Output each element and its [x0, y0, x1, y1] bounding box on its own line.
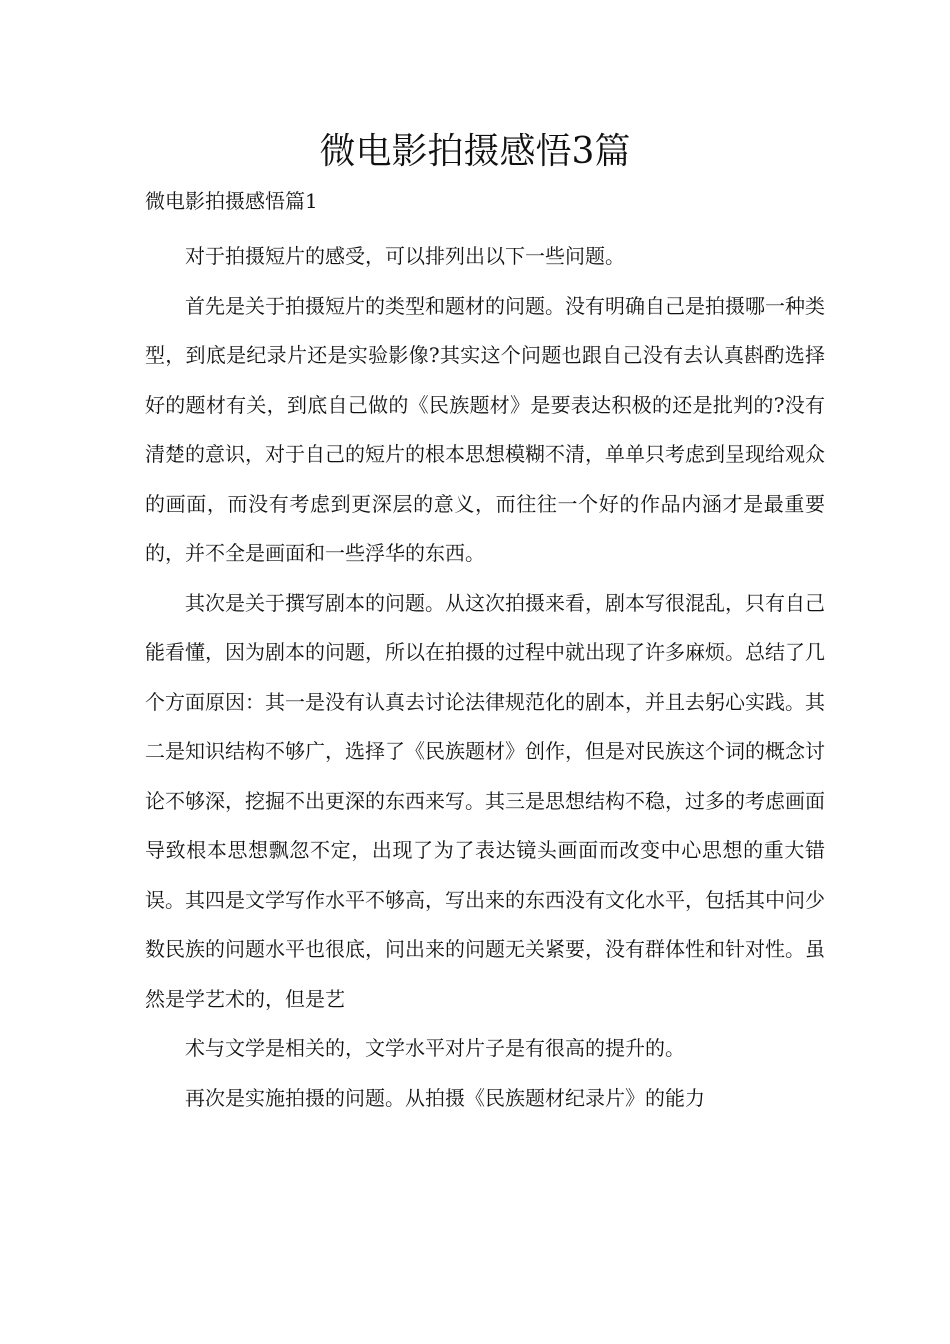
paragraph: 再次是实施拍摄的问题。从拍摄《民族题材纪录片》的能力 [185, 1085, 705, 1110]
section-heading: 微电影拍摄感悟篇1 [145, 189, 318, 213]
paragraph: 术与文学是相关的，文学水平对片子是有很高的提升的。 [185, 1036, 685, 1060]
paragraph: 对于拍摄短片的感受，可以排列出以下一些问题。 [185, 244, 625, 268]
document-title: 微电影拍摄感悟3篇 [319, 131, 631, 172]
document-body [145, 232, 825, 1123]
paragraph: 其次是关于撰写剧本的问题。从这次拍摄来看，剧本写很混乱，只有自己能看懂，因为剧本的问题，所以在拍摄的过程中就出现了许多麻烦。总结了几个方面原因：其一是没有认真去讨论法律规范化的剧本，并且去躬心实践。其二是知识结构不够广，选择了《民族题材》创作，但是对民族这个词的概念讨论不够深，挖掘不出更深的东西来写。其三是思想结构不稳，过多的考虑画面导致根本思想飘忽不定，出现了为了表达镜头画面而改变中心思想的重大错误。其四是文学写作水平不够高，写出来的东西没有文化水平，包括其中问少数民族的问题水平也很底，问出来的问题无关紧要，没有群体性和针对性。虽然是学艺术的，但是艺 [145, 590, 825, 1011]
paragraph: 首先是关于拍摄短片的类型和题材的问题。没有明确自己是拍摄哪一种类型，到底是纪录片还是实验影像?其实这个问题也跟自己没有去认真斟酌选择好的题材有关，到底自己做的《民族题材》是要表达积极的还是批判的?没有清楚的意识，对于自己的短片的根本思想模糊不清，单单只考虑到呈现给观众的画面，而没有考虑到更深层的意义，而往往一个好的作品内涵才是最重要的，并不全是画面和一些浮华的东西。 [145, 293, 825, 565]
